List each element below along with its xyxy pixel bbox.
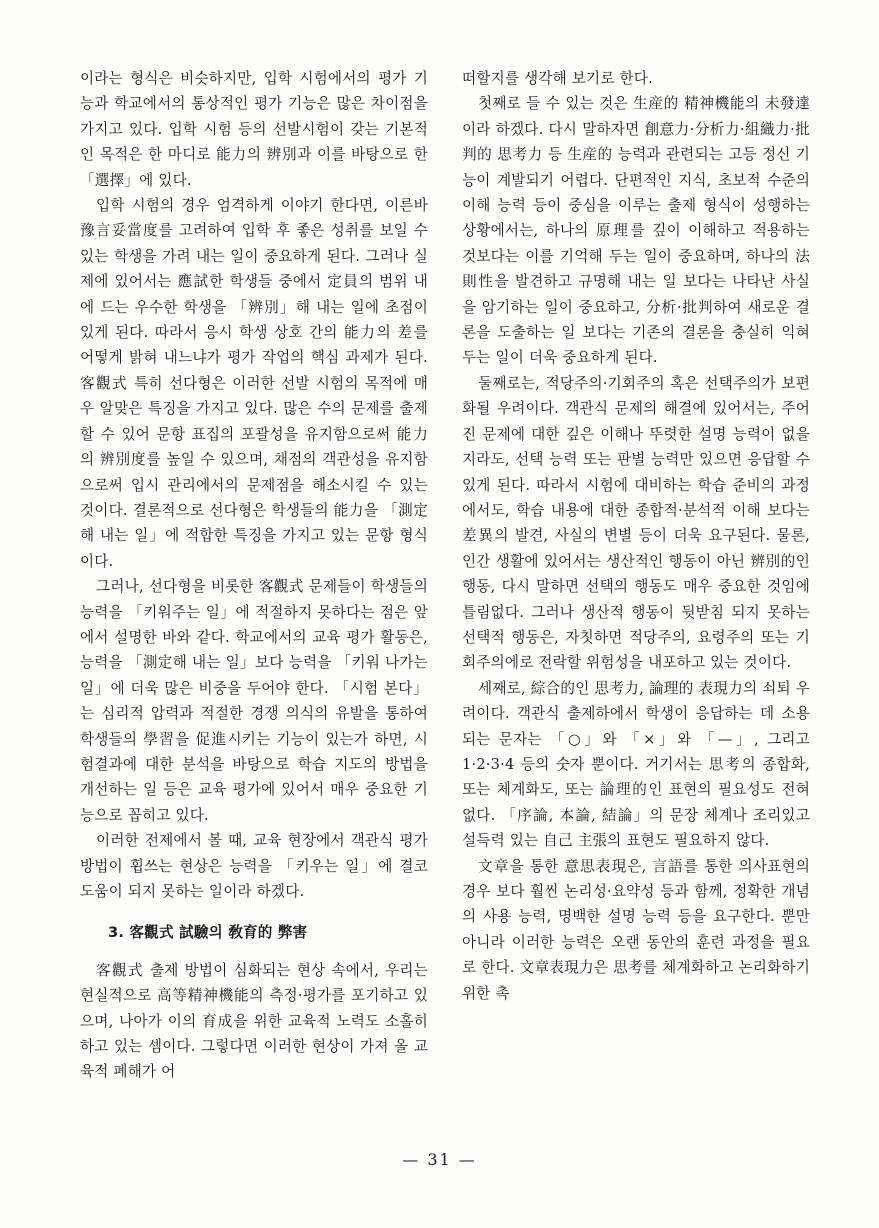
paragraph: 떠할지를 생각해 보기로 한다.: [462, 70, 653, 87]
paragraph: 세째로, 綜合的인 思考力, 論理的 表現力의 쇠퇴 우려이다. 객관식 출제하에서 학생이 응답하는 데 소용되는 문자는 「○」와 「×」와 「—」, 그리고 1·2·3·4 등의 숫자 뿐이다. 거기서는 思考의 종합화, 또는 체계화도, 또는 論理的인 표현의 필요성도 전혀 없다. 「序論, 本論, 結論」의 문장 체계나 조리있고 설득력 있는 自己 主張의 표현도 필요하지 않다.: [462, 679, 810, 850]
paragraph: 文章을 통한 意思表現은, 言語를 통한 의사표현의 경우 보다 훨씬 논리성·요약성 등과 함께, 정확한 개념의 사용 능력, 명백한 설명 능력 등을 요구한다. 뿐만 아니라 이러한 능력은 오랜 동안의 훈련 과정을 필요로 한다. 文章表現力은 思考를 체계화하고 논리화하기 위한 촉: [462, 857, 810, 1002]
paragraph: 입학 시험의 경우 엄격하게 이야기 한다면, 이른바 豫言妥當度를 고려하여 입학 후 좋은 성취를 보일 수 있는 학생을 가려 내는 일이 중요하게 된다. 그러나 실제에 있어서는 應試한 학생들 중에서 定員의 범위 내에 드는 우수한 학생을 「辨別」해 내는 일에 초점이 있게 된다. 따라서 응시 학생 상호 간의 能力의 差를 어떻게 밝혀 내느냐가 평가 작업의 핵심 과제가 된다. 客觀式 특히 선다형은 이러한 선발 시험의 목적에 매우 알맞은 특징을 가지고 있다. 많은 수의 문제를 출제할 수 있어 문항 표집의 포괄성을 유지함으로써 能力의 辨別度를 높일 수 있으며, 채점의 객관성을 유지함으로써 입시 관리에서의 문제점을 해소시킬 수 있는 것이다. 결론적으로 선다형은 학생들의 能力을 「測定해 내는 일」에 적합한 특징을 가지고 있는 문항 형식이다.: [80, 197, 428, 570]
paragraph: 첫째로 들 수 있는 것은 生産的 精神機能의 未發達이라 하겠다. 다시 말하자면 創意力·分析力·組織力·批判的 思考力 등 生産的 능력과 관련되는 고등 정신 기능이 계발되기 어렵다. 단편적인 지식, 초보적 수준의 이해 능력 등이 중심을 이루는 출제 형식이 성행하는 상황에서는, 하나의 原理를 깊이 이해하고 적용하는 것보다는 이를 기억해 두는 일이 중요하며, 하나의 法則性을 발견하고 규명해 내는 일 보다는 나타난 사실을 암기하는 일이 중요하고, 分析·批判하여 새로운 결론을 도출하는 일 보다는 기존의 결론을 충실히 익혀 두는 일이 더욱 중요하게 된다.: [462, 95, 810, 367]
paragraph: 둘째로는, 적당주의·기회주의 혹은 선택주의가 보편화될 우려이다. 객관식 문제의 해결에 있어서는, 주어진 문제에 대한 깊은 이해나 뚜렷한 설명 능력이 없을지라도, 선택 능력 또는 판별 능력만 있으면 응답할 수 있게 된다. 따라서 시험에 대비하는 학습 준비의 과정에서도, 학습 내용에 대한 종합적·분석적 이해 보다는 差異의 발견, 사실의 변별 등이 더욱 요구된다. 물론, 인간 생활에 있어서는 생산적인 행동이 아닌 辨別的인 행동, 다시 말하면 선택의 행동도 매우 중요한 것임에 틀림없다. 그러나 생산적 행동이 뒷받침 되지 못하는 선택적 행동은, 자칫하면 적당주의, 요령주의 또는 기회주의에로 전락할 위험성을 내포하고 있는 것이다.: [462, 374, 810, 672]
page-number: — 31 —: [402, 1150, 477, 1169]
right-column: [462, 66, 810, 1006]
section-heading: 3. 客觀式 試驗의 敎育的 弊害: [108, 924, 308, 942]
paragraph: 客觀式 출제 방법이 심화되는 현상 속에서, 우리는 현실적으로 高等精神機能의 측정·평가를 포기하고 있으며, 나아가 이의 育成을 위한 교육적 노력도 소홀히 하고 있는 셈이다. 그렇다면 이러한 현상이 가져 올 교육적 폐해가 어: [80, 961, 428, 1081]
left-column: [80, 66, 428, 1085]
paragraph: 이러한 전제에서 볼 때, 교육 현장에서 객관식 평가 방법이 휩쓰는 현상은 능력을 「키우는 일」에 결코 도움이 되지 못하는 일이라 하겠다.: [80, 832, 428, 900]
paragraph: 그러나, 선다형을 비롯한 客觀式 문제들이 학생들의 능력을 「키워주는 일」에 적절하지 못하다는 점은 앞에서 설명한 바와 같다. 학교에서의 교육 평가 활동은, 능력을 「測定해 내는 일」보다 능력을 「키워 나가는 일」에 더욱 많은 비중을 두어야 한다. 「시험 본다」는 심리적 압력과 적절한 경쟁 의식의 유발을 통하여 학생들의 學習을 促進시키는 기능이 있는가 하면, 시험결과에 대한 분석을 바탕으로 학습 지도의 방법을 개선하는 일 등은 교육 평가에 있어서 매우 중요한 기능으로 꼽히고 있다.: [80, 578, 428, 824]
paragraph: 이라는 형식은 비슷하지만, 입학 시험에서의 평가 기능과 학교에서의 통상적인 평가 기능은 많은 차이점을 가지고 있다. 입학 시험 등의 선발시험이 갖는 기본적인 목적은 한 마디로 能力의 辨別과 이를 바탕으로 한 「選擇」에 있다.: [80, 70, 428, 189]
